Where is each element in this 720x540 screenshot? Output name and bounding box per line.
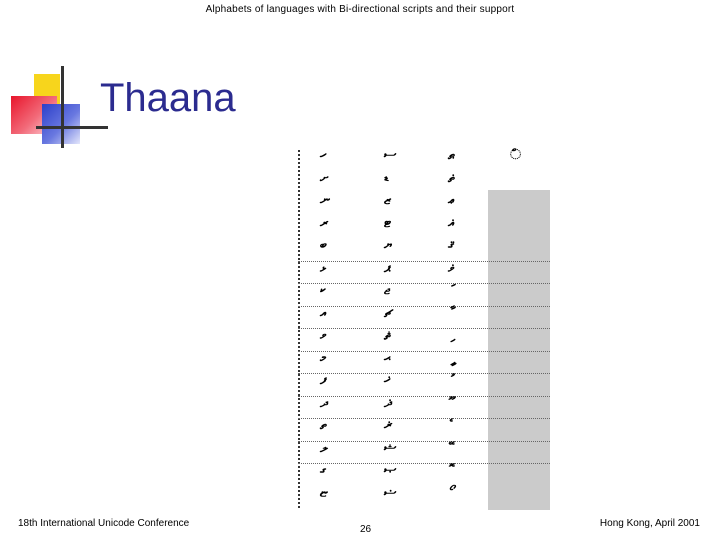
thaana-glyph: ޖ: [384, 281, 391, 297]
thaana-glyph: ވ: [320, 326, 327, 342]
thaana-glyph: ސ: [384, 146, 397, 162]
slide-title: Thaana: [100, 76, 236, 120]
table-row-separator: [298, 418, 550, 419]
thaana-glyph: ޗ: [384, 303, 394, 320]
footer-conference: 18th International Unicode Conference: [18, 518, 190, 529]
thaana-glyph: ޢ: [448, 191, 455, 207]
thaana-glyph: ލ: [320, 438, 329, 455]
thaana-glyph: ރ: [320, 213, 329, 230]
thaana-glyph: މ: [320, 348, 327, 365]
table-row-separator: [298, 328, 550, 329]
thaana-glyph: ޜ: [384, 416, 393, 432]
thaana-glyph: ދ: [320, 393, 329, 410]
thaana-glyph: ◌ް: [510, 146, 522, 162]
table-row-separator: [298, 261, 550, 262]
thaana-glyph: ޓ: [384, 213, 392, 230]
thaana-glyph: ޒ: [384, 191, 392, 207]
thaana-glyph: ޞ: [384, 461, 397, 477]
thaana-glyph: ޠ: [448, 146, 455, 162]
logo-horizontal-line: [36, 126, 108, 129]
table-row-separator: [298, 306, 550, 307]
table-row-separator: [298, 396, 550, 397]
thaana-glyph: ބ: [320, 236, 327, 252]
thaana-glyph: ޤ: [448, 236, 455, 252]
table-row-separator: [298, 373, 550, 374]
table-row-separator: [298, 283, 550, 284]
thaana-glyph: ޣ: [448, 213, 455, 230]
logo-vertical-line: [61, 66, 64, 148]
thaana-glyph: ހ: [320, 146, 327, 162]
thaana-glyph: ޕ: [384, 258, 391, 275]
thaana-glyph: ގ: [320, 461, 327, 477]
thaana-glyph: ޡ: [448, 168, 455, 185]
table-left-border: [298, 150, 300, 508]
footer-location-date: Hong Kong, April 2001: [599, 518, 700, 529]
thaana-glyph: ޝ: [384, 438, 397, 455]
thaana-glyph: ކ: [320, 281, 326, 297]
thaana-glyph: ޙ: [384, 348, 391, 365]
thaana-glyph: ށ: [320, 168, 329, 185]
thaana-glyph: ނ: [320, 191, 331, 207]
thaana-glyph: ޥ: [448, 258, 455, 275]
thaana-glyph: ޘ: [384, 326, 391, 342]
thaana-glyph: އ: [320, 303, 327, 320]
thaana-glyph: ތ: [320, 416, 327, 432]
corner-squares-logo: [8, 66, 108, 148]
footer-page-number: 26: [360, 524, 372, 535]
thaana-glyph: ޅ: [320, 258, 327, 275]
table-row-separator: [298, 463, 550, 464]
thaana-glyph: ފ: [320, 371, 327, 387]
thaana-glyph: ޛ: [384, 393, 393, 410]
thaana-glyph: ޑ: [384, 168, 389, 185]
thaana-glyph: ޟ: [384, 483, 397, 500]
slide-header: Alphabets of languages with Bi-directional scripts and their support: [205, 4, 515, 15]
thaana-glyph: ޚ: [384, 371, 391, 387]
thaana-glyph-table: [298, 144, 550, 510]
table-row-separator: [298, 351, 550, 352]
thaana-glyph: ޔ: [384, 236, 393, 252]
table-row-separator: [298, 441, 550, 442]
thaana-glyph: ޏ: [320, 483, 328, 500]
